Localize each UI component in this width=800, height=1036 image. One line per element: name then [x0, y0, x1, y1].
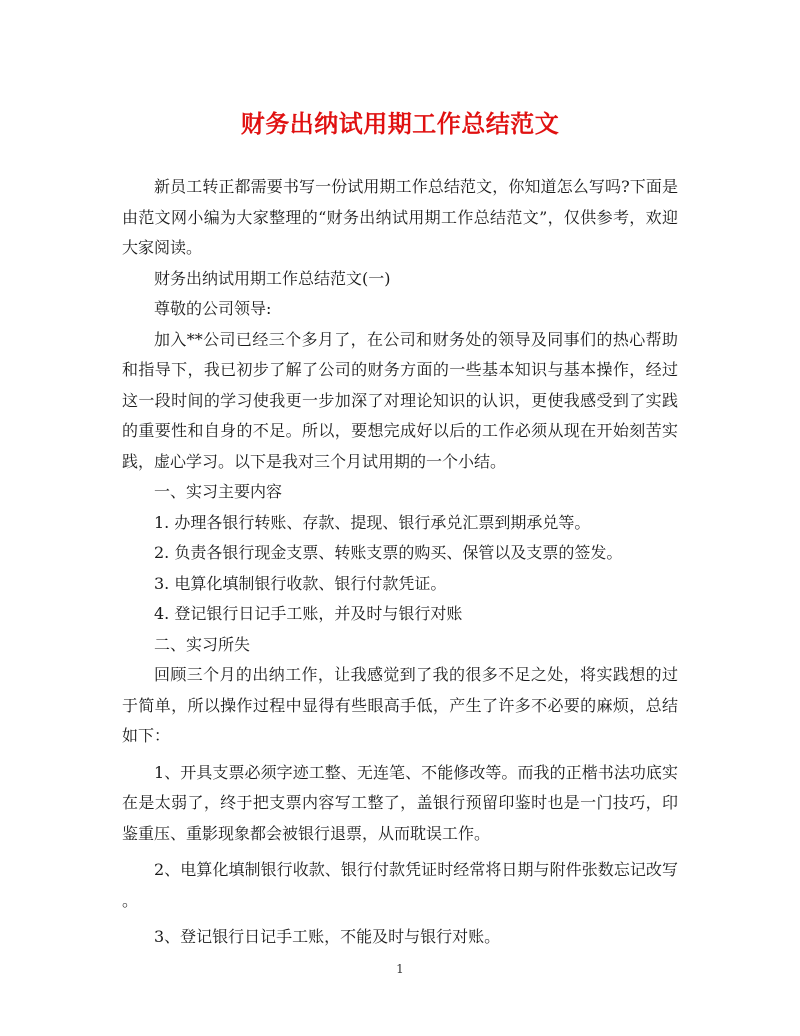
document-title: 财务出纳试用期工作总结范文 — [240, 109, 560, 138]
salutation: 尊敬的公司领导: — [154, 299, 272, 318]
list-item-2: 2. 负责各银行现金支票、转账支票的购买、保管以及支票的签发。 — [154, 543, 623, 562]
section-heading-shortcomings: 二、实习所失 — [154, 634, 251, 654]
list-item-1: 1. 办理各银行转账、存款、提现、银行承兑汇票到期承兑等。 — [154, 512, 591, 532]
shortcoming-item-2: 2、电算化填制银行收款、银行付款凭证时经常将日期与附件张数忘记改写。 — [122, 860, 678, 910]
section-heading-main-content: 一、实习主要内容 — [154, 482, 283, 501]
shortcoming-item-1: 1、开具支票必须字迹工整、无连笔、不能修改等。而我的正楷书法功底实在是太弱了，终于把支票内容写工整了，盖银行预留印鉴时也是一门技巧，印鉴重压、重影现象都会被银行退票，从而耽误工作。 — [122, 762, 678, 843]
section-heading-example-one: 财务出纳试用期工作总结范文(一) — [154, 268, 391, 288]
list-item-3: 3. 电算化填制银行收款、银行付款凭证。 — [154, 573, 447, 593]
body-paragraph-introduction: 加入**公司已经三个多月了，在公司和财务处的领导及同事们的热心帮助和指导下，我已初步了解了公司的财务方面的一些基本知识与基本操作，经过这一段时间的学习使我更一步加深了对理论知识的认识，更使我感受到了实践的重要性和自身的不足。所以，要想完成好以后的工作必须从现在开始刻苦实践，虚心学习。以下是我对三个月试用期的一个小结。 — [122, 329, 678, 471]
body-paragraph-review: 回顾三个月的出纳工作，让我感觉到了我的很多不足之处，将实践想的过于简单，所以操作过程中显得有些眼高手低，产生了许多不必要的麻烦，总结如下： — [122, 665, 678, 745]
shortcoming-item-3: 3、登记银行日记手工账，不能及时与银行对账。 — [154, 927, 501, 946]
intro-paragraph: 新员工转正都需要书写一份试用期工作总结范文，你知道怎么写吗?下面是由范文网小编为大家整理的“财务出纳试用期工作总结范文”，仅供参考，欢迎大家阅读。 — [122, 177, 678, 257]
document-body — [122, 172, 678, 953]
list-item-4: 4. 登记银行日记手工账，并及时与银行对账 — [154, 604, 463, 623]
page-number: 1 — [396, 962, 404, 976]
